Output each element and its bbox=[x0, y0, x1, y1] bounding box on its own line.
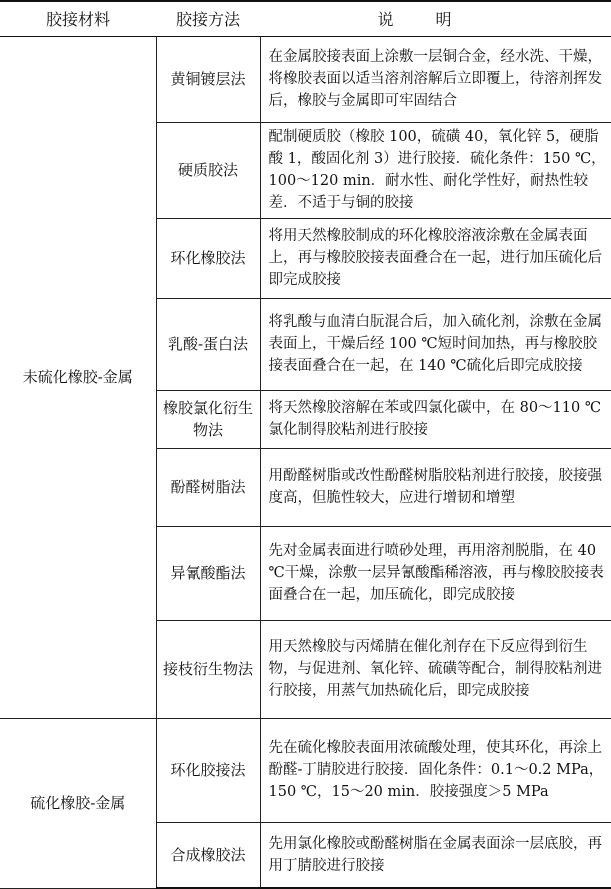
description-cell: 用酚醛树脂或改性酚醛树脂胶粘剂进行胶接，胶接强度高，但脆性较大，应进行增韧和增塑 bbox=[260, 448, 611, 526]
method-cell: 环化橡胶法 bbox=[156, 218, 260, 298]
description-cell: 将用天然橡胶制成的环化橡胶溶液涂敷在金属表面上，再与橡胶胶接表面叠合在一起，进行加压硫化后即完成胶接 bbox=[260, 218, 611, 298]
description-cell: 配制硬质胶（橡胶 100，硫磺 40，氧化锌 5，硬脂酸 1，酸固化剂 3）进行胶接．硫化条件：150 ℃，100～120 min．耐水性、耐化学性好，耐热性较差．不适于与铜的胶接 bbox=[260, 122, 611, 218]
description-cell: 将乳酸与血清白朊混合后，加入硫化剂，涂敷在金属表面上，干燥后经 100 ℃短时间加热，再与橡胶胶接表面叠合在一起，在 140 ℃硫化后即完成胶接 bbox=[260, 298, 611, 390]
description-cell: 用天然橡胶与丙烯腈在催化剂存在下反应得到衍生物，与促进剂、氧化锌、硫磺等配合，制得胶粘剂进行胶接，用蒸气加热硫化后，即完成胶接 bbox=[260, 620, 611, 718]
header-row bbox=[0, 1, 611, 36]
description-cell: 先对金属表面进行喷砂处理，再用溶剂脱脂，在 40 ℃干燥，涂敷一层异氰酸酯稀溶液，再与橡胶胶接表面叠合在一起，加压硫化，即完成胶接 bbox=[260, 526, 611, 620]
header-method: 胶接方法 bbox=[156, 1, 260, 36]
header-material: 胶接材料 bbox=[0, 1, 156, 36]
table-row bbox=[0, 718, 611, 822]
method-cell: 硬质胶法 bbox=[156, 122, 260, 218]
header-description-label: 说明 bbox=[377, 10, 494, 30]
description-cell: 先在硫化橡胶表面用浓硫酸处理，使其环化，再涂上酚醛-丁腈胶进行胶接．固化条件：0.1～0.2 MPa，150 ℃，15～20 min．胶接强度＞5 MPa bbox=[260, 718, 611, 822]
material-cell: 硫化橡胶-金属 bbox=[0, 718, 156, 888]
method-cell: 环化胶接法 bbox=[156, 718, 260, 822]
method-cell: 合成橡胶法 bbox=[156, 822, 260, 888]
material-cell: 未硫化橡胶-金属 bbox=[0, 36, 156, 718]
method-cell: 异氰酸酯法 bbox=[156, 526, 260, 620]
table-row bbox=[0, 36, 611, 122]
method-cell: 酚醛树脂法 bbox=[156, 448, 260, 526]
method-cell: 乳酸-蛋白法 bbox=[156, 298, 260, 390]
description-cell: 在金属胶接表面上涂敷一层铜合金，经水洗、干燥，将橡胶表面以适当溶剂溶解后立即覆上，待溶剂挥发后，橡胶与金属即可牢固结合 bbox=[260, 36, 611, 122]
description-cell: 将天然橡胶溶解在苯或四氯化碳中，在 80～110 ℃氯化制得胶粘剂进行胶接 bbox=[260, 390, 611, 448]
method-cell: 接枝衍生物法 bbox=[156, 620, 260, 718]
header-description bbox=[260, 1, 611, 36]
method-cell: 橡胶氯化衍生物法 bbox=[156, 390, 260, 448]
method-cell: 黄铜镀层法 bbox=[156, 36, 260, 122]
description-cell: 先用氯化橡胶或酚醛树脂在金属表面涂一层底胶，再用丁腈胶进行胶接 bbox=[260, 822, 611, 888]
